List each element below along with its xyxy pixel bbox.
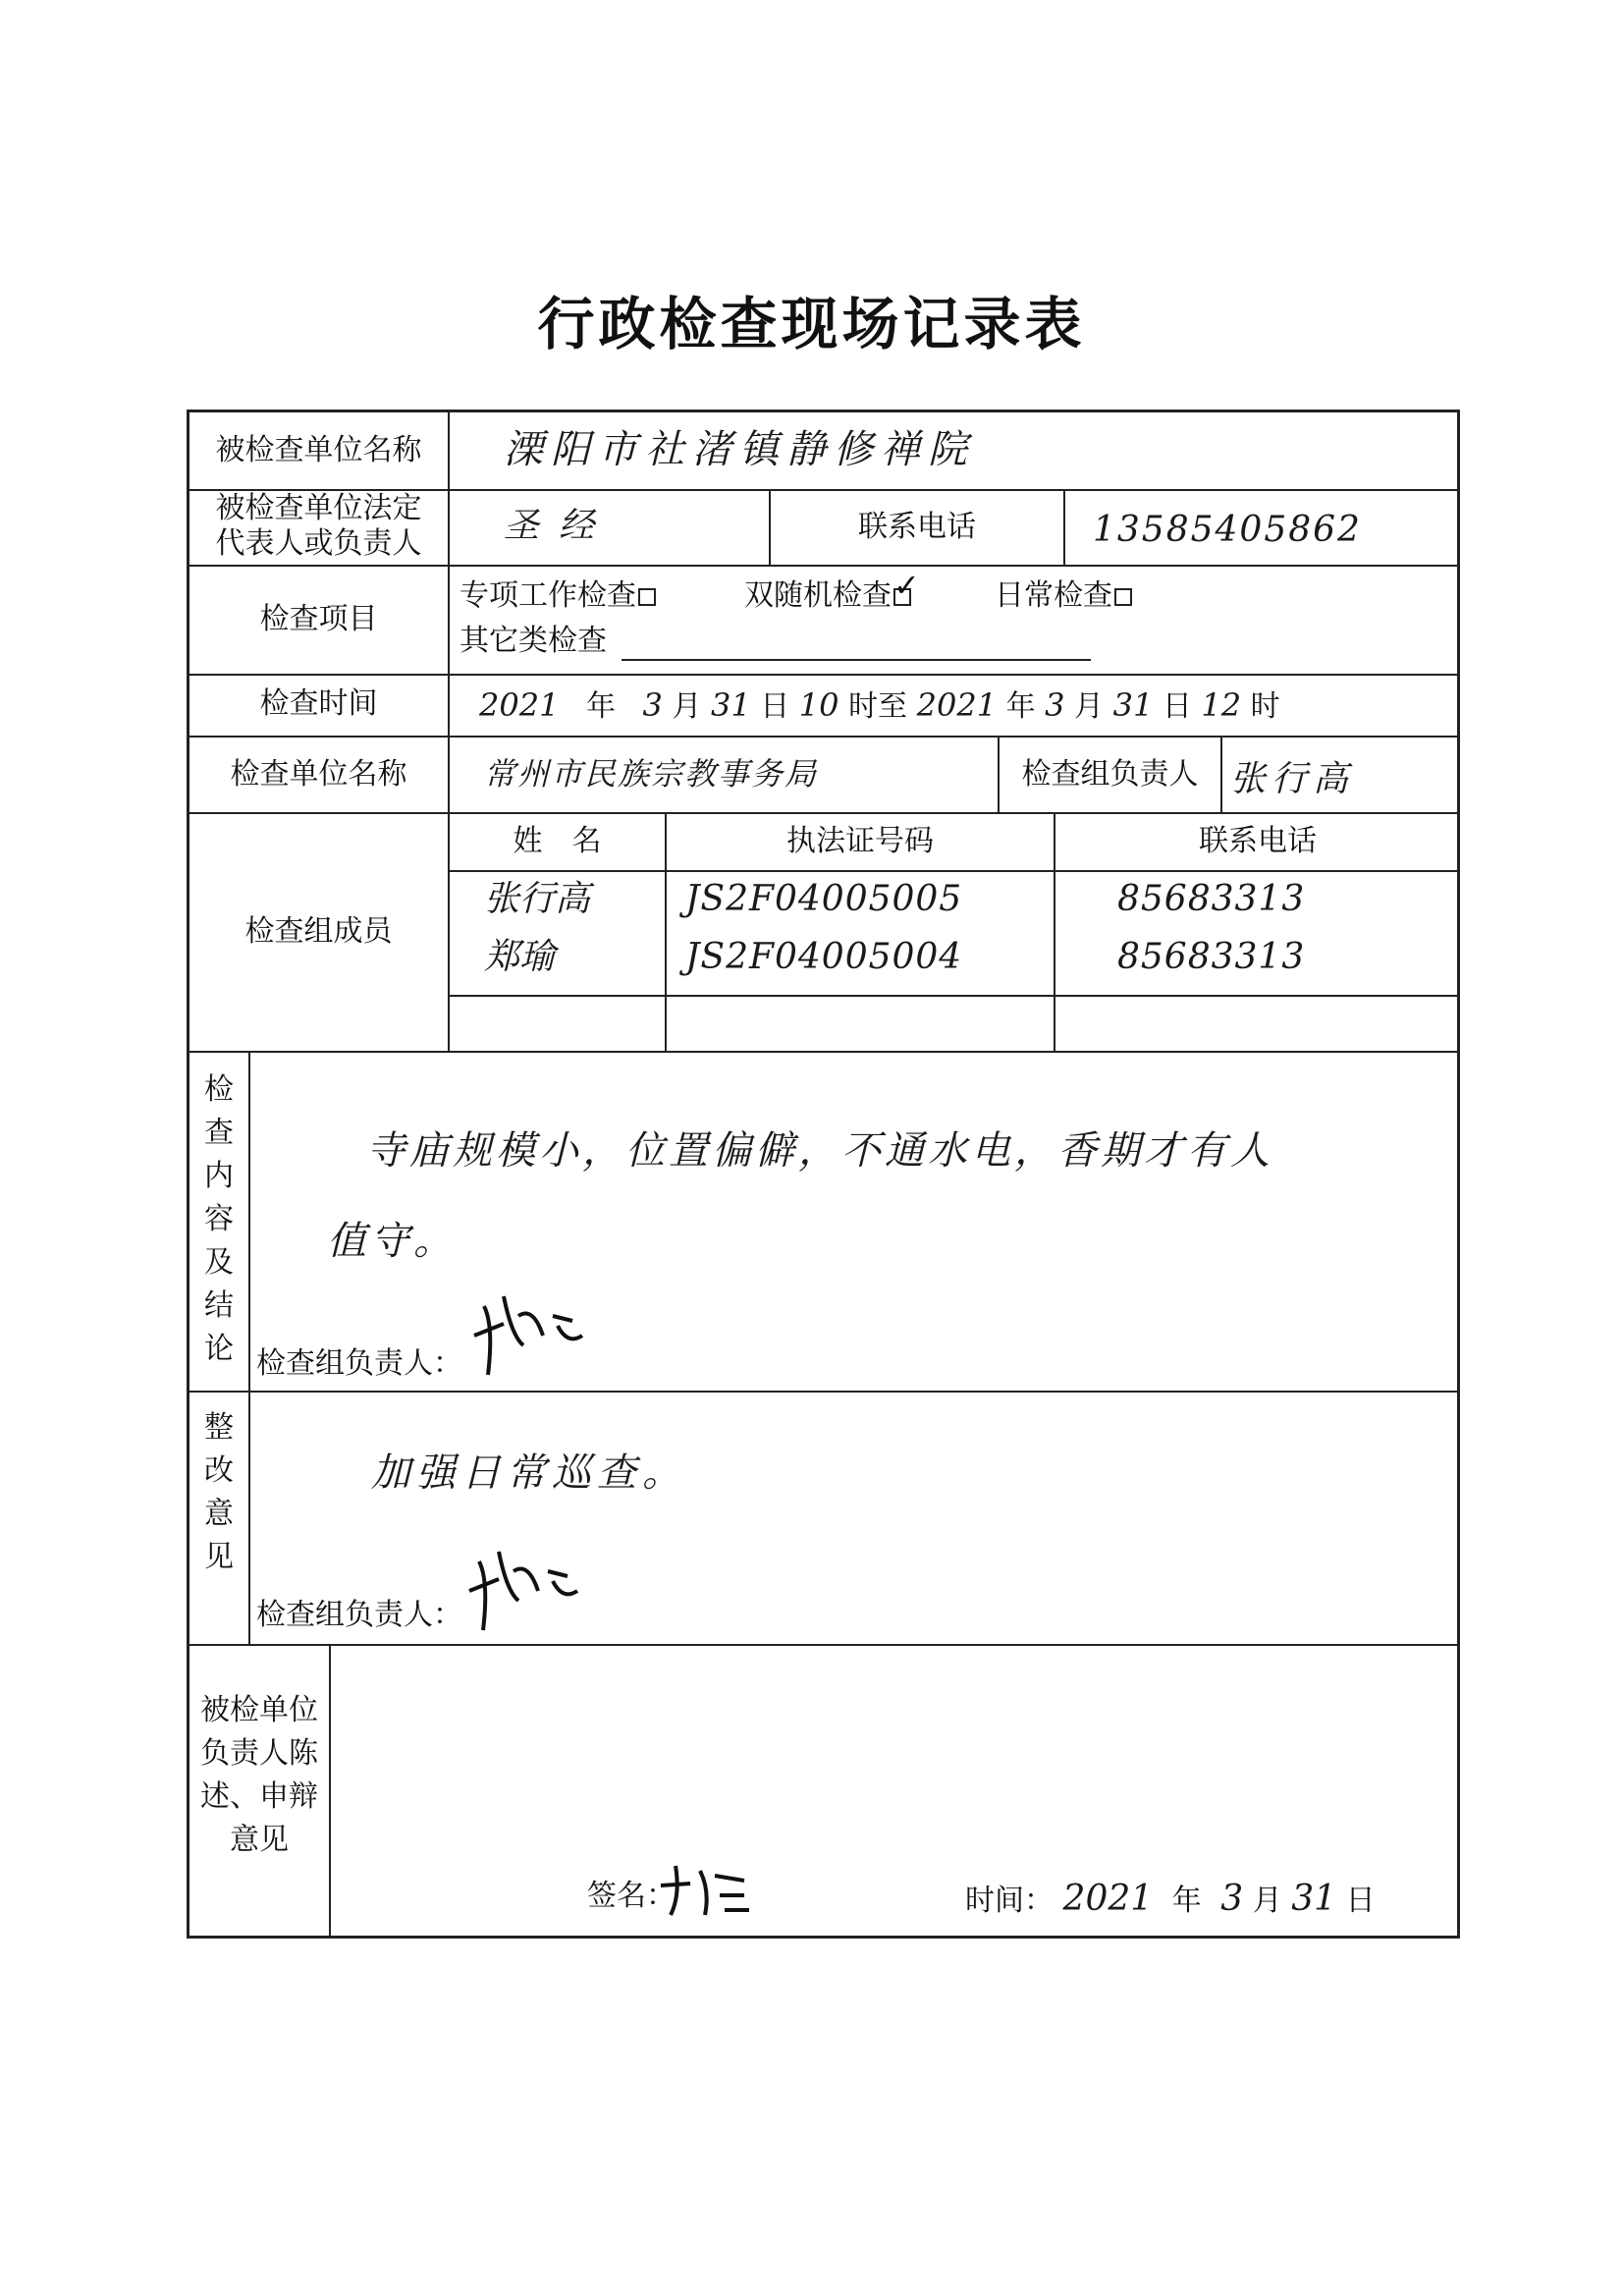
- member-cert: JS2F04005005: [685, 879, 963, 919]
- item-random-checkbox[interactable]: [893, 566, 920, 606]
- item-daily: [995, 577, 1132, 615]
- leader-signature-icon: [464, 1277, 612, 1385]
- unit-month-2: 月: [1074, 689, 1105, 724]
- legal-rep-label-line1: 被检查单位法定: [215, 491, 422, 525]
- sign-time: [965, 1878, 1376, 1921]
- check-mark-icon: ✓: [893, 566, 920, 604]
- label-column-divider: [448, 412, 450, 1051]
- content-sign-label: 检查组负责人：: [256, 1346, 462, 1381]
- item-daily-checkbox[interactable]: [1114, 588, 1132, 606]
- sign-date-year: 2021: [1062, 1879, 1154, 1919]
- item-special-checkbox[interactable]: [638, 588, 656, 606]
- phone-value: 13585405862: [1093, 510, 1362, 550]
- unit-name-label: 被检查单位名称: [215, 433, 422, 467]
- row-divider: [189, 1644, 1460, 1646]
- sign-date-day: 31: [1291, 1879, 1337, 1919]
- row-divider: [189, 1391, 1460, 1393]
- statement-label-divider: [329, 1644, 331, 1939]
- members-header-name: 姓 名: [513, 824, 602, 858]
- row-divider: [189, 1051, 1460, 1053]
- row-divider: [189, 565, 1460, 567]
- members-header-cert: 执法证号码: [786, 824, 934, 858]
- unit-year-2: 年: [1005, 689, 1036, 724]
- sign-label: 签名：: [587, 1879, 676, 1913]
- sign-unit-day: 日: [1345, 1884, 1376, 1918]
- member-phone: 85683313: [1117, 879, 1306, 919]
- leader-value: 张行高: [1230, 759, 1355, 799]
- time-start-hour: 10: [798, 686, 839, 724]
- time-start-day: 31: [710, 686, 751, 724]
- member-phone: 85683313: [1117, 937, 1306, 977]
- item-random-label: 双随机检查: [744, 578, 892, 613]
- phone-label: 联系电话: [858, 510, 976, 544]
- item-other-label: 其它类检查: [460, 624, 607, 658]
- item-label: 检查项目: [259, 602, 378, 636]
- row-divider: [189, 736, 1460, 738]
- content-line2: 值守。: [327, 1219, 457, 1264]
- unit-hour: 时: [1250, 689, 1280, 724]
- unit-name-value: 溧阳市社渚镇静修禅院: [504, 427, 975, 472]
- item-special-label: 专项工作检查: [460, 578, 636, 613]
- sign-time-label: 时间：: [965, 1884, 1054, 1918]
- member-name: 郑瑜: [484, 937, 556, 977]
- time-end-year: 2021: [916, 686, 998, 724]
- sign-unit-month: 月: [1252, 1884, 1282, 1918]
- legal-rep-label: [189, 491, 448, 562]
- content-line1: 寺庙规模小，位置偏僻，不通水电，香期才有人: [366, 1128, 1273, 1174]
- members-header-divider: [450, 870, 1460, 872]
- cell-divider: [1220, 736, 1222, 812]
- row-divider: [189, 812, 1460, 814]
- legal-rep-label-line2: 代表人或负责人: [215, 526, 422, 561]
- statement-label: 被检单位负责人陈述、申辩意见: [200, 1693, 318, 1857]
- legal-rep-value: 圣经: [504, 506, 615, 546]
- leader-signature-icon: [460, 1532, 607, 1640]
- time-label: 检查时间: [259, 686, 378, 721]
- unit-hour-to: 时至: [848, 689, 908, 724]
- form-table: [187, 410, 1460, 1939]
- members-label: 检查组成员: [244, 914, 393, 949]
- item-daily-label: 日常检查: [995, 578, 1112, 613]
- unit-day: 日: [760, 689, 790, 724]
- content-label: 检查内容及结论: [204, 1072, 234, 1366]
- sign-date-month: 3: [1220, 1879, 1244, 1919]
- item-other-field[interactable]: [622, 659, 1091, 661]
- item-random: [744, 566, 920, 615]
- members-row-divider: [450, 995, 1460, 997]
- org-label: 检查单位名称: [230, 757, 407, 792]
- time-end-month: 3: [1045, 686, 1065, 724]
- row-divider: [189, 674, 1460, 676]
- member-name: 张行高: [484, 879, 591, 919]
- member-cert: JS2F04005004: [685, 937, 963, 977]
- rectify-sign-label: 检查组负责人：: [256, 1598, 462, 1632]
- time-start-month: 3: [642, 686, 663, 724]
- respondent-signature-icon: [651, 1856, 759, 1925]
- time-value: [479, 683, 1280, 727]
- time-start-year: 2021: [479, 686, 560, 724]
- sign-unit-year: 年: [1171, 1884, 1202, 1918]
- members-header-phone: 联系电话: [1199, 824, 1317, 858]
- cell-divider: [1063, 489, 1065, 565]
- org-value: 常州市民族宗教事务局: [484, 755, 819, 793]
- content-label-divider: [248, 1051, 250, 1644]
- leader-label: 检查组负责人: [1021, 757, 1199, 792]
- page-title: 行政检查现场记录表: [537, 291, 1086, 357]
- time-end-hour: 12: [1201, 686, 1242, 724]
- rectify-text: 加强日常巡查。: [371, 1450, 687, 1496]
- unit-year: 年: [585, 689, 616, 724]
- rectify-label: 整改意见: [204, 1410, 234, 1574]
- unit-month: 月: [672, 689, 702, 724]
- item-special: [460, 577, 656, 615]
- time-end-day: 31: [1112, 686, 1154, 724]
- unit-day-2: 日: [1162, 689, 1192, 724]
